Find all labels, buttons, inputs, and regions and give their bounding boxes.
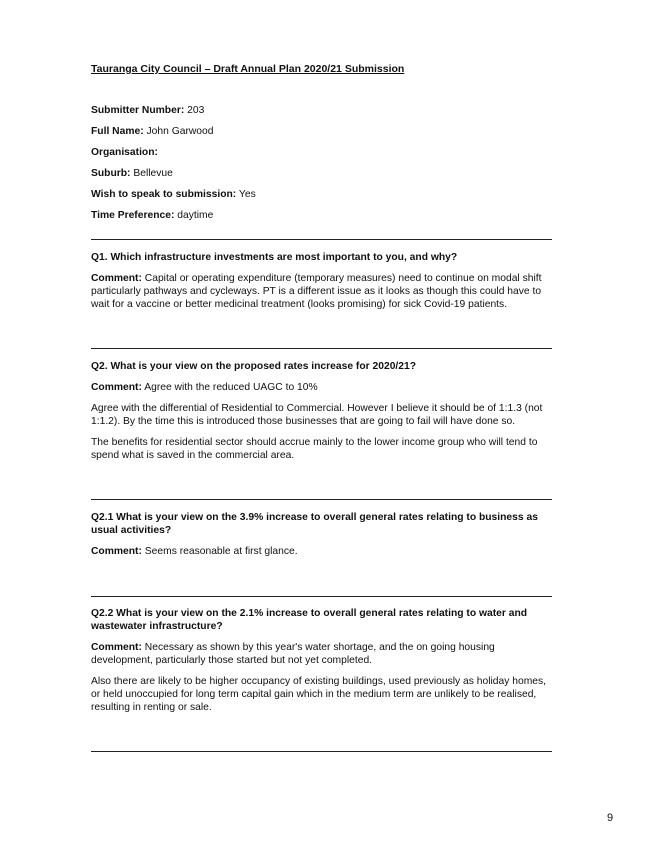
section-divider [91,239,552,240]
comment-label: Comment: [91,546,142,557]
submitter-number-row [91,104,204,117]
q1-section [91,251,553,311]
q22-question: Q2.2 What is your view on the 2.1% increase to overall general rates relating to water and wastewater infrastructure? [91,608,528,632]
q1-question: Q1. Which infrastructure investments are most important to you, and why? [91,252,458,263]
full-name-label: Full Name: [91,126,144,137]
q21-comment-text: Seems reasonable at first glance. [144,546,298,557]
speak-label: Wish to speak to submission: [91,189,237,200]
q22-comment-text: Necessary as shown by this year's water shortage, and the on going housing development, particularly those started but not yet completed. [91,642,495,666]
q22-paragraph: Also there are likely to be higher occupancy of existing buildings, used previously as holiday homes, or held unoccupied for long term capital gain which in the medium term are unlikely to be realised, resulting in renting or sale. [91,676,547,713]
full-name-value: John Garwood [146,126,214,137]
q2-comment [91,381,553,394]
submitter-number-label: Submitter Number: [91,105,185,116]
q22-section [91,607,553,714]
comment-label: Comment: [91,273,142,284]
q21-section [91,511,553,558]
document-title: Tauranga City Council – Draft Annual Plan 2020/21 Submission [91,63,405,75]
time-preference-label: Time Preference: [91,210,175,221]
q1-comment-text: Capital or operating expenditure (temporary measures) need to continue on modal shift particularly pathways and cycleways. PT is a different issue as it looks as though this could have to wait for a vaccine or better medicinal treatment (looks promising) for sick Covid-19 patients. [91,273,542,310]
q2-paragraph: Agree with the differential of Residential to Commercial. However I believe it should be of 1:1.3 (not 1:1.2). By the time this is introduced those businesses that are going to fail will have done so. [91,403,543,427]
q1-comment [91,272,553,311]
suburb-label: Suburb: [91,168,131,179]
q2-question: Q2. What is your view on the proposed rates increase for 2020/21? [91,361,417,372]
section-divider [91,499,552,500]
time-preference-row [91,209,213,222]
comment-label: Comment: [91,642,142,653]
comment-label: Comment: [91,382,142,393]
submitter-number-value: 203 [187,105,205,116]
suburb-value: Bellevue [133,168,173,179]
organisation-label: Organisation: [91,147,158,158]
section-divider [91,348,552,349]
suburb-row [91,167,173,180]
q21-question: Q2.1 What is your view on the 3.9% increase to overall general rates relating to business as usual activities? [91,512,538,536]
section-divider [91,751,552,752]
speak-row [91,188,256,201]
q22-comment [91,641,553,667]
organisation-row [91,146,158,159]
time-preference-value: daytime [177,210,214,221]
page-number: 9 [607,812,614,824]
section-divider [91,596,552,597]
q2-comment-text: Agree with the reduced UAGC to 10% [144,382,318,393]
full-name-row [91,125,214,138]
speak-value: Yes [238,189,256,200]
q21-comment [91,545,553,558]
q2-paragraph: The benefits for residential sector should accrue mainly to the lower income group who will tend to spend what is saved in the commercial area. [91,437,538,461]
q2-section [91,360,553,462]
